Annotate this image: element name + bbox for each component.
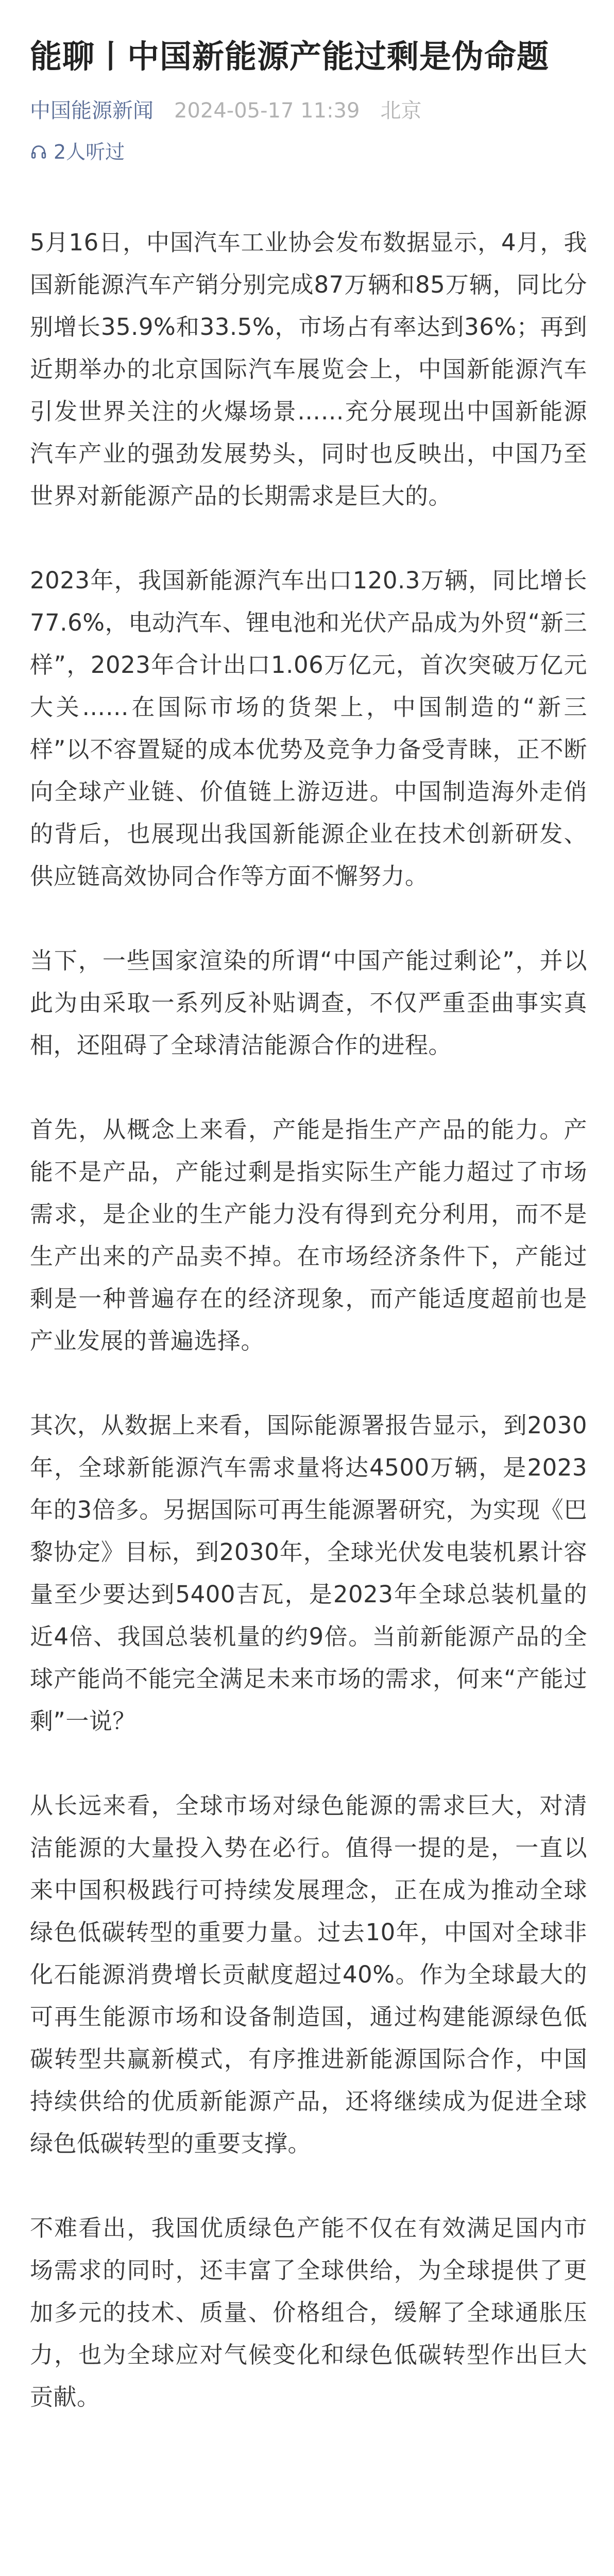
publish-time: 2024-05-17 11:39 <box>174 98 360 123</box>
paragraph-1: 5月16日，中国汽车工业协会发布数据显示，4月，我国新能源汽车产销分别完成87万辆和85万辆，同比分别增长35.9%和33.5%，市场占有率达到36%；再到近期举办的北京国际汽车展览会上，中国新能源汽车引发世界关注的火爆场景……充分展现出中国新能源汽车产业的强劲发展势头，同时也反映出，中国乃至世界对新能源产品的长期需求是巨大的。 <box>30 229 587 510</box>
publish-location: 北京 <box>380 98 422 123</box>
article-title: 能聊丨中国新能源产能过剩是伪命题 <box>30 38 550 75</box>
listen-count-label: 2人听过 <box>54 140 125 163</box>
article-meta <box>30 98 587 123</box>
source-account-link[interactable]: 中国能源新闻 <box>30 98 154 123</box>
listen-count-button[interactable] <box>30 141 125 164</box>
article-body <box>30 222 587 2418</box>
paragraph-5: 其次，从数据上来看，国际能源署报告显示，到2030年，全球新能源汽车需求量将达4500万辆，是2023年的3倍多。另据国际可再生能源署研究，为实现《巴黎协定》目标，到2030年，全球光伏发电装机累计容量至少要达到5400吉瓦，是2023年全球总装机量的近4倍、我国总装机量的约9倍。当前新能源产品的全球产能尚不能完全满足未来市场的需求，何来“产能过剩”一说？ <box>30 1412 587 1735</box>
headphone-icon <box>30 143 47 161</box>
paragraph-7: 不难看出，我国优质绿色产能不仅在有效满足国内市场需求的同时，还丰富了全球供给，为全球提供了更加多元的技术、质量、价格组合，缓解了全球通胀压力，也为全球应对气候变化和绿色低碳转型作出巨大贡献。 <box>30 2214 587 2411</box>
paragraph-3: 当下，一些国家渲染的所谓“中国产能过剩论”，并以此为由采取一系列反补贴调查，不仅严重歪曲事实真相，还阻碍了全球清洁能源合作的进程。 <box>30 947 587 1059</box>
paragraph-4: 首先，从概念上来看，产能是指生产产品的能力。产能不是产品，产能过剩是指实际生产能力超过了市场需求，是企业的生产能力没有得到充分利用，而不是生产出来的产品卖不掉。在市场经济条件下，产能过剩是一种普遍存在的经济现象，而产能适度超前也是产业发展的普遍选择。 <box>30 1116 587 1355</box>
paragraph-6: 从长远来看，全球市场对绿色能源的需求巨大，对清洁能源的大量投入势在必行。值得一提的是，一直以来中国积极践行可持续发展理念，正在成为推动全球绿色低碳转型的重要力量。过去10年，中国对全球非化石能源消费增长贡献度超过40%。作为全球最大的可再生能源市场和设备制造国，通过构建能源绿色低碳转型共赢新模式，有序推进新能源国际合作，中国持续供给的优质新能源产品，还将继续成为促进全球绿色低碳转型的重要支撑。 <box>30 1792 587 2158</box>
paragraph-2: 2023年，我国新能源汽车出口120.3万辆，同比增长77.6%，电动汽车、锂电池和光伏产品成为外贸“新三样”，2023年合计出口1.06万亿元，首次突破万亿元大关……在国际市场的货架上，中国制造的“新三样”以不容置疑的成本优势及竞争力备受青睐，正不断向全球产业链、价值链上游迈进。中国制造海外走俏的背后，也展现出我国新能源企业在技术创新研发、供应链高效协同合作等方面不懈努力。 <box>30 567 587 890</box>
